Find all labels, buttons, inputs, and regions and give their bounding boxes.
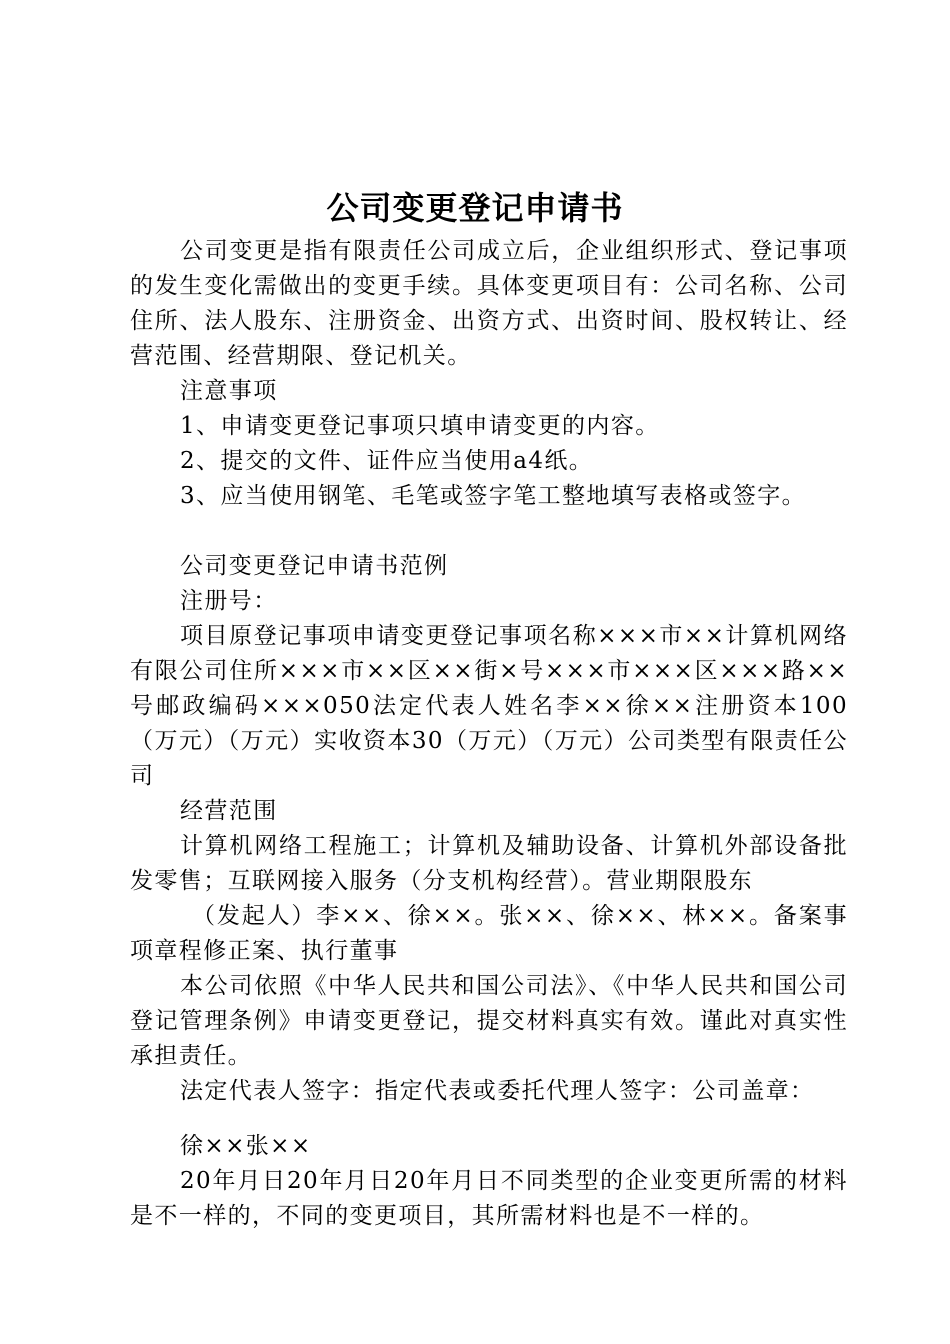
business-scope-heading: 经营范围 (180, 798, 278, 824)
registration-items-paragraph: 项目原登记事项申请变更登记事项名称×××市××计算机网络有限公司住所×××市××区××街×号×××市×××区×××路××号邮政编码×××050法定代表人姓名李××徐××注册资本100（万元）（万元）实收资本30（万元）（万元）公司类型有限责任公司 (130, 623, 848, 789)
example-heading: 公司变更登记申请书范例 (180, 553, 449, 579)
registration-number-label: 注册号： (180, 588, 278, 614)
declaration-paragraph: 本公司依照《中华人民共和国公司法》、《中华人民共和国公司登记管理条例》申请变更登记，提交材料真实有效。谨此对真实性承担责任。 (130, 973, 848, 1069)
note-item-1: 1、申请变更登记事项只填申请变更的内容。 (180, 413, 660, 439)
intro-paragraph: 公司变更是指有限责任公司成立后，企业组织形式、登记事项的发生变化需做出的变更手续。具体变更项目有：公司名称、公司住所、法人股东、注册资金、出资方式、出资时间、股权转让、经营范围、经营期限、登记机关。 (130, 238, 848, 369)
note-item-3: 3、应当使用钢笔、毛笔或签字笔工整地填写表格或签字。 (180, 483, 807, 509)
signer-names: 徐××张×× (180, 1133, 312, 1159)
document-body (130, 234, 848, 1234)
notes-heading: 注意事项 (180, 378, 278, 404)
document-title: 公司变更登记申请书 (326, 189, 624, 227)
shareholders-paragraph: （发起人）李××、徐××。张××、徐××、林××。备案事项章程修正案、执行董事 (130, 903, 848, 964)
spacer (130, 514, 848, 549)
note-item-2: 2、提交的文件、证件应当使用a4纸。 (180, 448, 594, 474)
business-scope-paragraph: 计算机网络工程施工；计算机及辅助设备、计算机外部设备批发零售；互联网接入服务（分支机构经营）。营业期限股东 (130, 833, 848, 894)
signature-line: 法定代表人签字：指定代表或委托代理人签字：公司盖章： (180, 1078, 815, 1104)
closing-paragraph: 20年月日20年月日20年月日不同类型的企业变更所需的材料是不一样的，不同的变更项目，其所需材料也是不一样的。 (130, 1168, 848, 1229)
spacer (130, 1109, 848, 1129)
